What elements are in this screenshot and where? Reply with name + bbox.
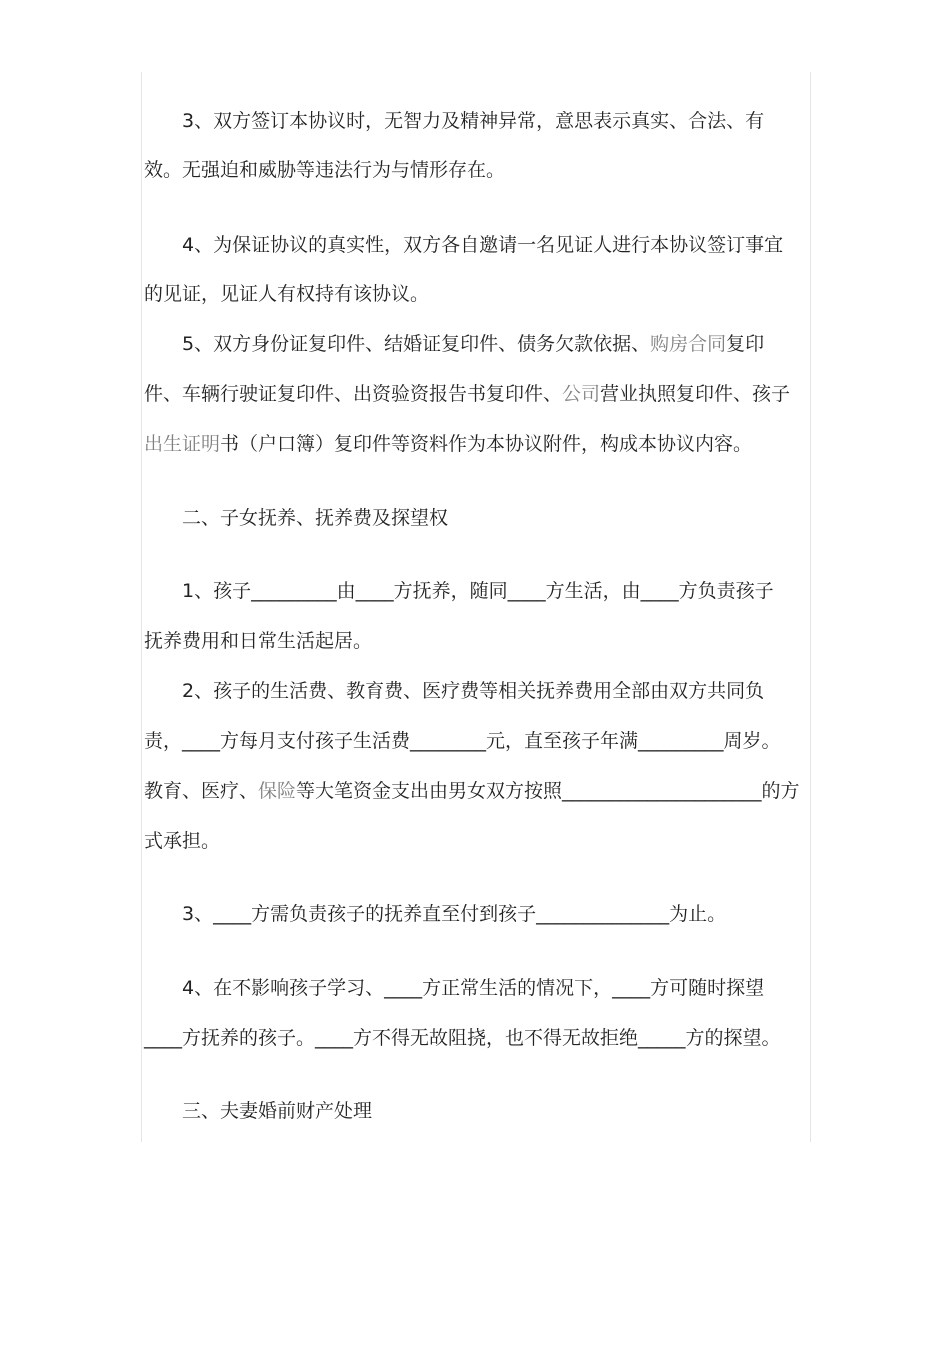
clause-5-line-3 xyxy=(144,432,752,456)
clause-5-text: 件、车辆行驶证复印件、出资验资报告书复印件、 xyxy=(144,383,563,405)
custody-clause-2-line-3 xyxy=(144,779,800,803)
custody-clause-2-text: 等大笔资金支出由男女双方按照_____________________的方 xyxy=(296,780,800,802)
custody-clause-1-line-2: 抚养费用和日常生活起居。 xyxy=(144,630,373,652)
clause-5-text: 营业执照复印件、孩子 xyxy=(600,383,791,405)
custody-clause-1-line-1: 1、孩子_________由____方抚养，随同____方生活，由____方负责孩子 xyxy=(182,580,774,602)
clause-4-line-1: 4、为保证协议的真实性，双方各自邀请一名见证人进行本协议签订事宜 xyxy=(182,234,784,256)
section-3-heading: 三、夫妻婚前财产处理 xyxy=(182,1100,373,1122)
custody-clause-3: 3、____方需负责孩子的抚养直至付到孩子______________为止。 xyxy=(182,903,727,925)
clause-5-text: 5、双方身份证复印件、结婚证复印件、债务欠款依据、 xyxy=(182,333,651,355)
custody-clause-4-line-1: 4、在不影响孩子学习、____方正常生活的情况下，____方可随时探望 xyxy=(182,977,765,999)
insurance-link[interactable]: 保险 xyxy=(258,780,297,802)
house-contract-link[interactable]: 购房合同 xyxy=(650,333,727,355)
clause-4-line-2: 的见证，见证人有权持有该协议。 xyxy=(144,283,430,305)
clause-5-line-1 xyxy=(182,332,764,356)
clause-3-line-1: 3、双方签订本协议时，无智力及精神异常，意思表示真实、合法、有 xyxy=(182,110,765,132)
custody-clause-4-line-2: ____方抚养的孩子。____方不得无故阻挠，也不得无故拒绝_____方的探望。 xyxy=(144,1027,781,1049)
custody-clause-2-text: 教育、医疗、 xyxy=(144,780,259,802)
clause-5-text: 书（户口簿）复印件等资料作为本协议附件，构成本协议内容。 xyxy=(220,433,753,455)
clause-5-line-2 xyxy=(144,382,790,406)
section-2-heading: 二、子女抚养、抚养费及探望权 xyxy=(182,507,449,529)
custody-clause-2-line-1: 2、孩子的生活费、教育费、医疗费等相关抚养费用全部由双方共同负 xyxy=(182,680,765,702)
custody-clause-2-line-2: 责，____方每月支付孩子生活费________元，直至孩子年满_________周岁。 xyxy=(144,730,781,752)
clause-5-text: 复印 xyxy=(726,333,765,355)
company-link[interactable]: 公司 xyxy=(562,383,601,405)
birth-certificate-link[interactable]: 出生证明 xyxy=(144,433,221,455)
custody-clause-2-line-4: 式承担。 xyxy=(144,830,221,852)
clause-3-line-2: 效。无强迫和威胁等违法行为与情形存在。 xyxy=(144,159,506,181)
